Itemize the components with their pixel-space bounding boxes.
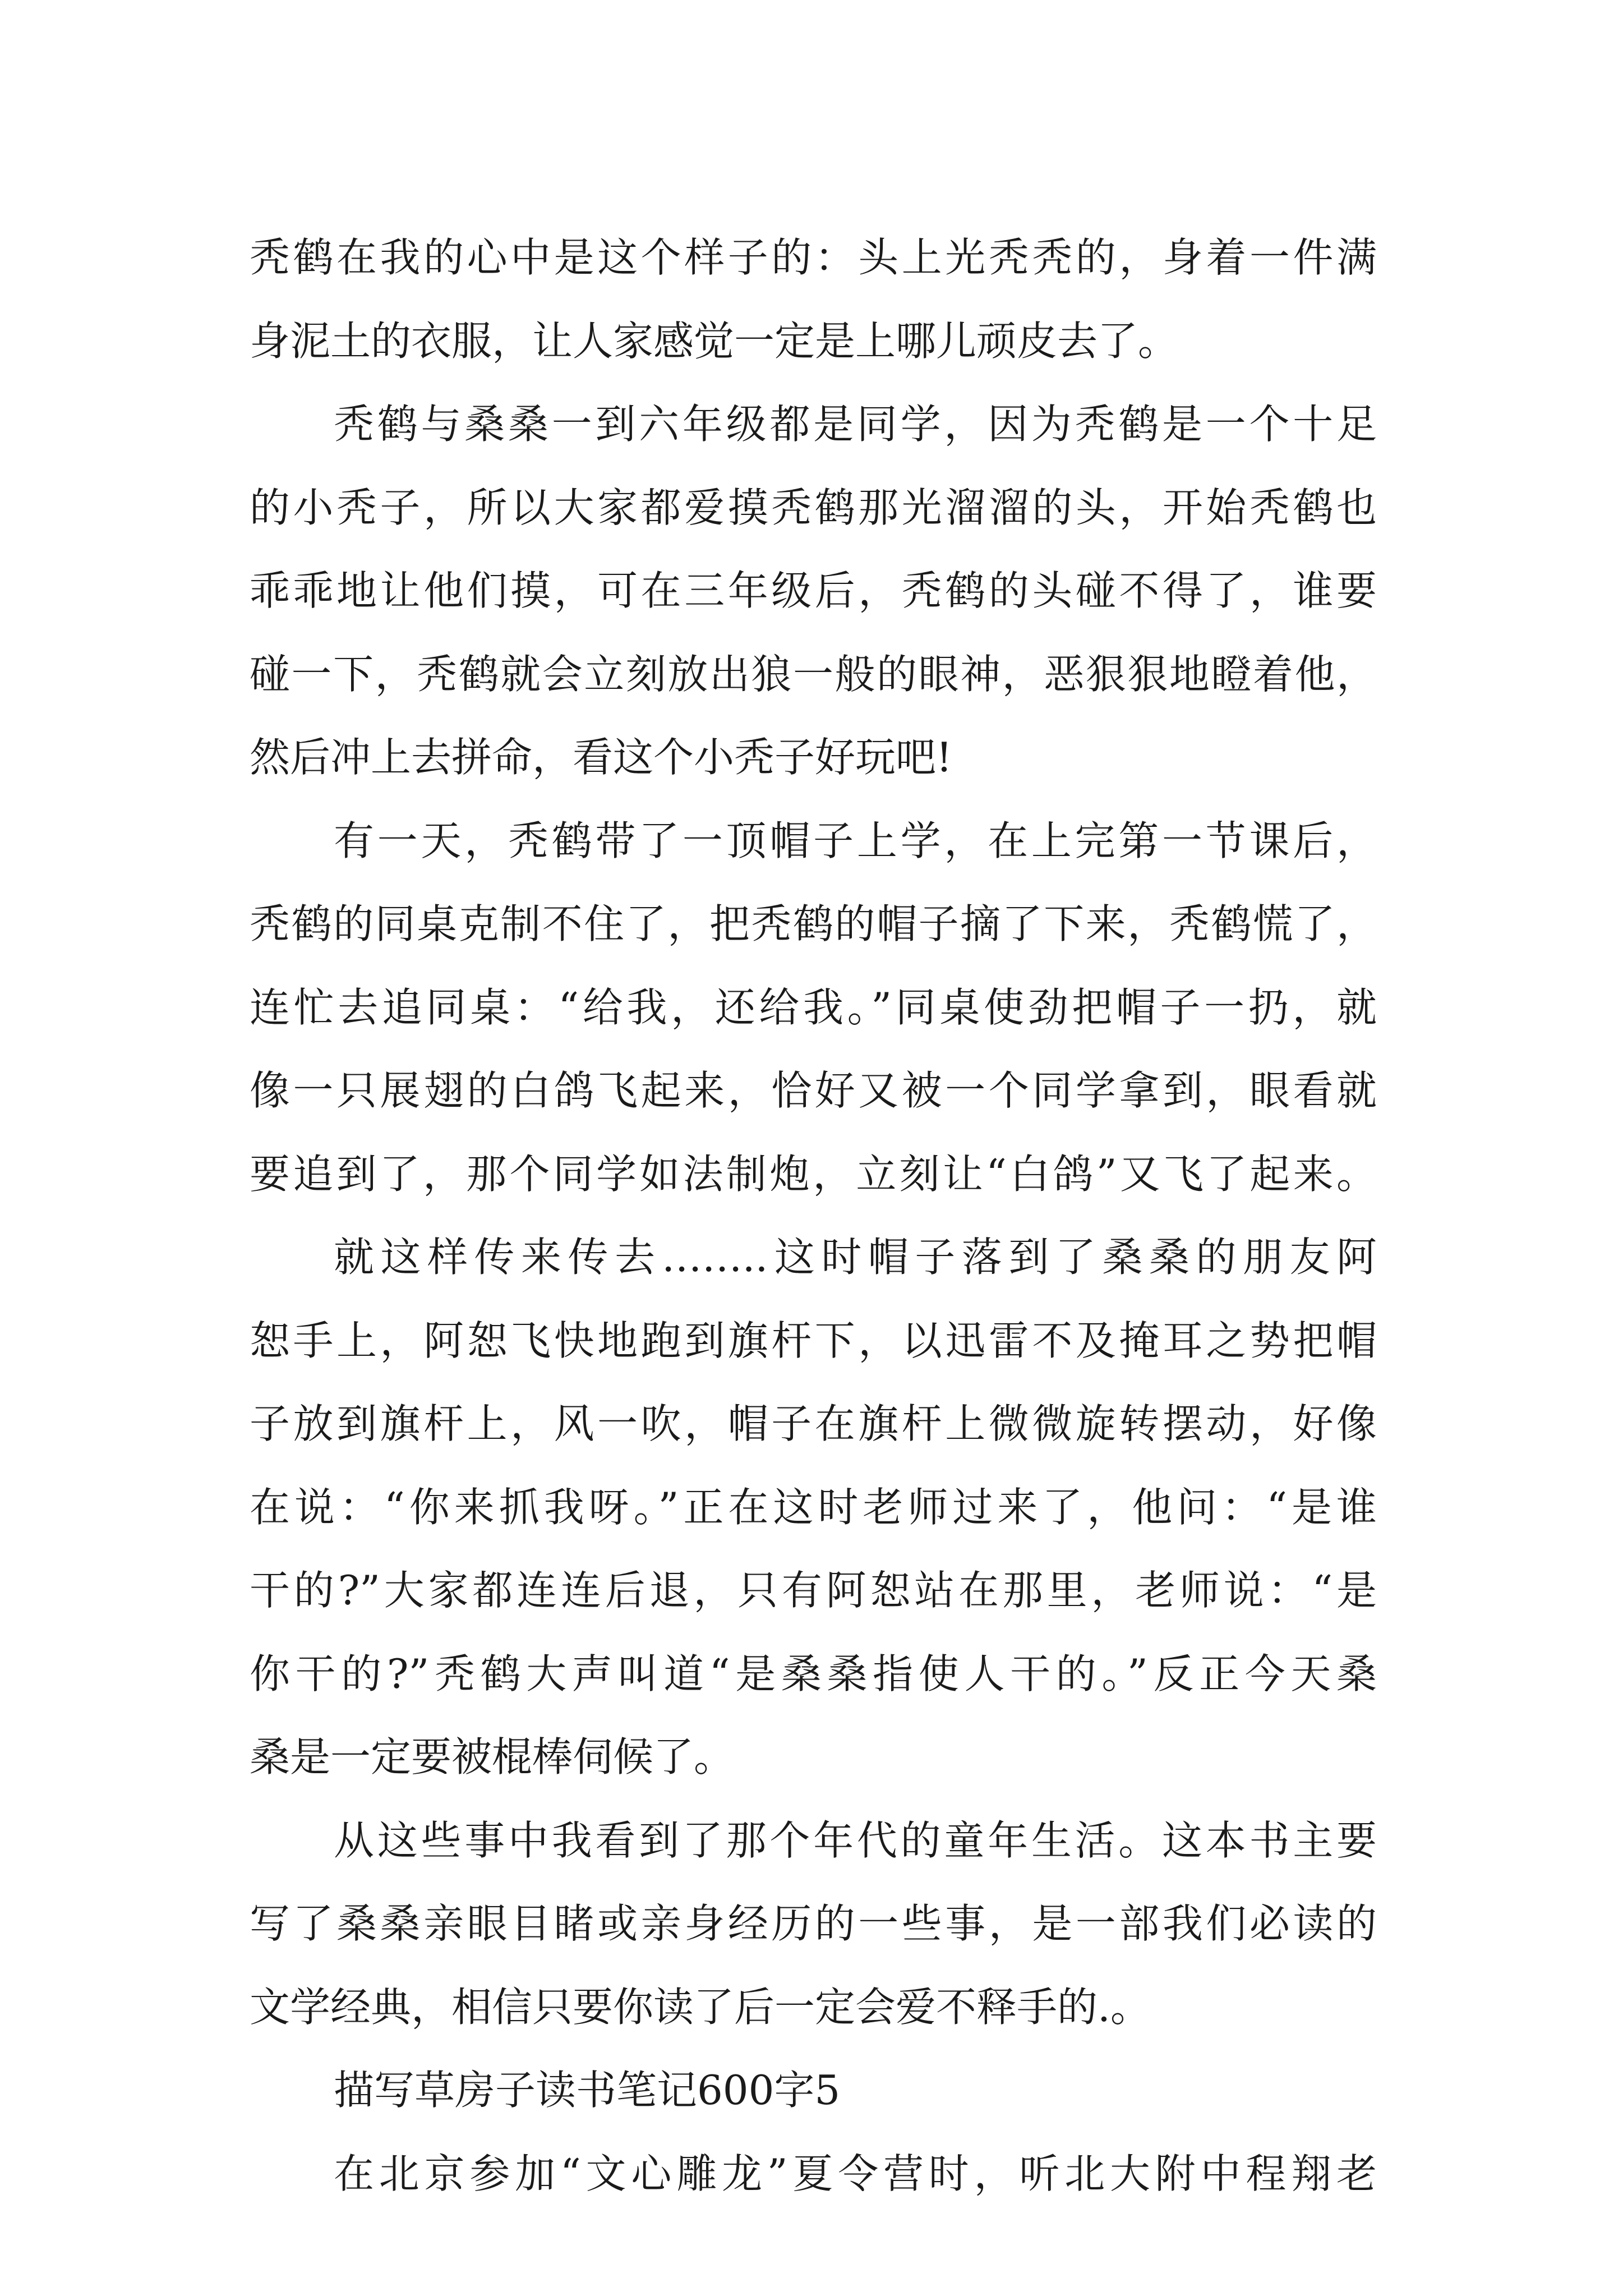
paragraph-3-line-1: 有一天，秃鹤带了一顶帽子上学，在上完第一节课后，: [334, 817, 1377, 864]
paragraph-2-line-2: 的小秃子，所以大家都爱摸秃鹤那光溜溜的头，开始秃鹤也: [250, 484, 1377, 531]
paragraph-2-line-5: 然后冲上去拼命，看这个小秃子好玩吧!: [250, 734, 952, 781]
paragraph-1-line-1: 秃鹤在我的心中是这个样子的：头上光秃秃的，身着一件满: [250, 234, 1377, 281]
paragraph-3-line-2: 秃鹤的同桌克制不住了，把秃鹤的帽子摘了下来，秃鹤慌了，: [250, 900, 1377, 947]
paragraph-4-line-6: 你干的?”秃鹤大声叫道“是桑桑指使人干的。”反正今天桑: [250, 1650, 1377, 1697]
paragraph-4-line-3: 子放到旗杆上，风一吹，帽子在旗杆上微微旋转摆动，好像: [250, 1400, 1377, 1447]
paragraph-3-line-4: 像一只展翅的白鸽飞起来，恰好又被一个同学拿到，眼看就: [250, 1067, 1377, 1114]
paragraph-5-line-2: 写了桑桑亲眼目睹或亲身经历的一些事，是一部我们必读的: [250, 1900, 1377, 1947]
paragraph-2-line-4: 碰一下，秃鹤就会立刻放出狼一般的眼神，恶狠狠地瞪着他，: [250, 650, 1377, 698]
paragraph-3-line-5: 要追到了，那个同学如法制炮，立刻让“白鸽”又飞了起来。: [250, 1150, 1377, 1198]
paragraph-5-line-3: 文学经典，相信只要你读了后一定会爱不释手的.。: [250, 1983, 1151, 2031]
paragraph-2-line-1: 秃鹤与桑桑一到六年级都是同学，因为秃鹤是一个十足: [334, 401, 1377, 448]
paragraph-5-line-1: 从这些事中我看到了那个年代的童年生活。这本书主要: [334, 1816, 1377, 1864]
paragraph-1-line-2: 身泥土的衣服，让人家感觉一定是上哪儿顽皮去了。: [250, 317, 1179, 365]
paragraph-4-line-7: 桑是一定要被棍棒伺候了。: [250, 1733, 735, 1780]
paragraph-2-line-3: 乖乖地让他们摸，可在三年级后，秃鹤的头碰不得了，谁要: [250, 567, 1377, 614]
paragraph-4-line-2: 恕手上，阿恕飞快地跑到旗杆下，以迅雷不及掩耳之势把帽: [250, 1317, 1377, 1364]
paragraph-4-line-5: 干的?”大家都连连后退，只有阿恕站在那里，老师说：“是: [250, 1567, 1377, 1614]
paragraph-3-line-3: 连忙去追同桌：“给我，还给我。”同桌使劲把帽子一扔，就: [250, 983, 1377, 1031]
paragraph-4-line-1: 就这样传来传去……..这时帽子落到了桑桑的朋友阿: [334, 1234, 1377, 1281]
paragraph-4-line-4: 在说：“你来抓我呀。”正在这时老师过来了，他问：“是谁: [250, 1483, 1377, 1531]
section-heading: 描写草房子读书笔记600字5: [334, 2067, 841, 2114]
document-body: [250, 216, 1377, 2215]
paragraph-7-line-1: 在北京参加“文心雕龙”夏令营时，听北大附中程翔老: [334, 2150, 1377, 2197]
